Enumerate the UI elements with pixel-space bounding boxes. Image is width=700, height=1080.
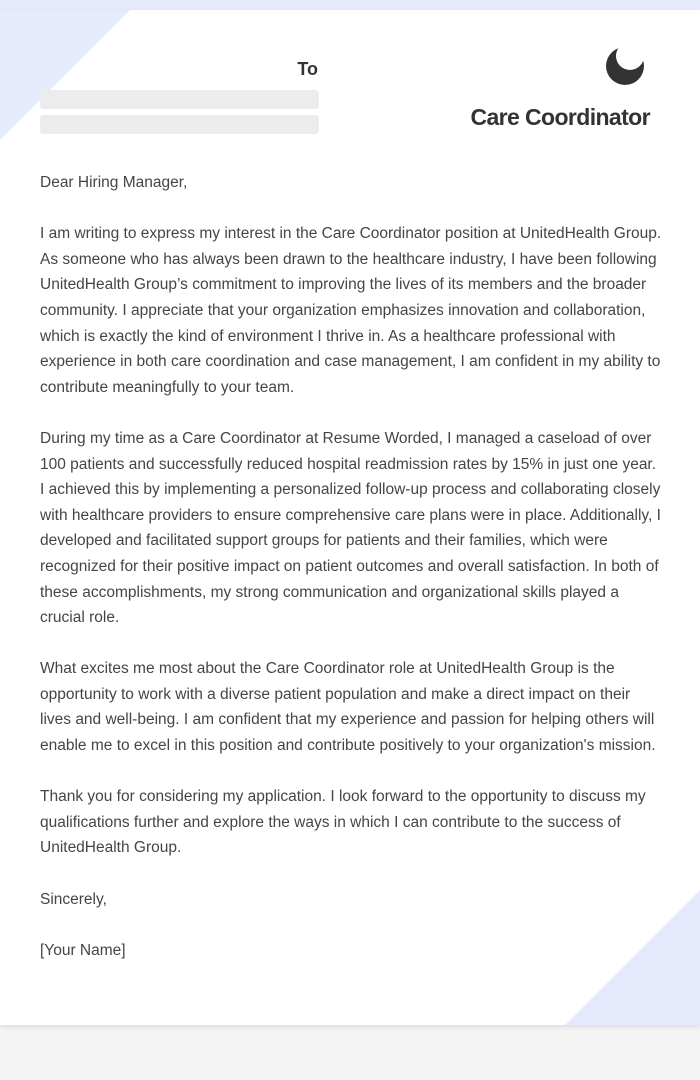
letter-paragraph: What excites me most about the Care Coordinator role at UnitedHealth Group is the opportunity to work with a diverse patient population and make a direct impact on their lives and well-being. I am confident that my experience and passion for helping others will enable me to excel in this position and contribute positively to your organization's mission. xyxy=(40,660,656,755)
closing: Sincerely, xyxy=(40,890,107,908)
recipient-label: To xyxy=(297,59,318,79)
moon-icon xyxy=(605,46,645,86)
recipient-placeholder-line-2 xyxy=(40,115,319,134)
position-title: Care Coordinator xyxy=(470,104,650,130)
salutation: Dear Hiring Manager, xyxy=(40,174,188,191)
signature: [Your Name] xyxy=(40,941,126,959)
letter-paragraph: I am writing to express my interest in the Care Coordinator position at UnitedHealth Group. As someone who has always been drawn to the healthcare industry, I have been following UnitedHealth Group’s commitment to improving the lives of its members and the broader community. I appreciate that your organization emphasizes innovation and collaboration, which is exactly the kind of environment I thrive in. As a healthcare professional with experience in both care coordination and case management, I am confident in my ability to contribute meaningfully to your team. xyxy=(40,225,662,396)
recipient-placeholder-line-1 xyxy=(40,90,319,109)
backdrop-bottom xyxy=(0,1025,700,1080)
letter-page xyxy=(0,10,700,1025)
letter-body xyxy=(40,170,662,989)
letter-paragraph: Thank you for considering my application. I look forward to the opportunity to discuss my qualifications further and explore the ways in which I can contribute to the success of UnitedHealth Group. xyxy=(40,788,646,857)
letter-paragraph: During my time as a Care Coordinator at Resume Worded, I managed a caseload of over 100 patients and successfully reduced hospital readmission rates by 15% in just one year. I achieved this by implementing a personalized follow-up process and collaborating closely with healthcare providers to ensure comprehensive care plans were in place. Additionally, I developed and facilitated support groups for patients and their families, which were recognized for their positive impact on patient outcomes and overall satisfaction. In both of these accomplishments, my strong communication and organizational skills played a crucial role. xyxy=(40,429,661,627)
backdrop-top xyxy=(0,0,700,10)
